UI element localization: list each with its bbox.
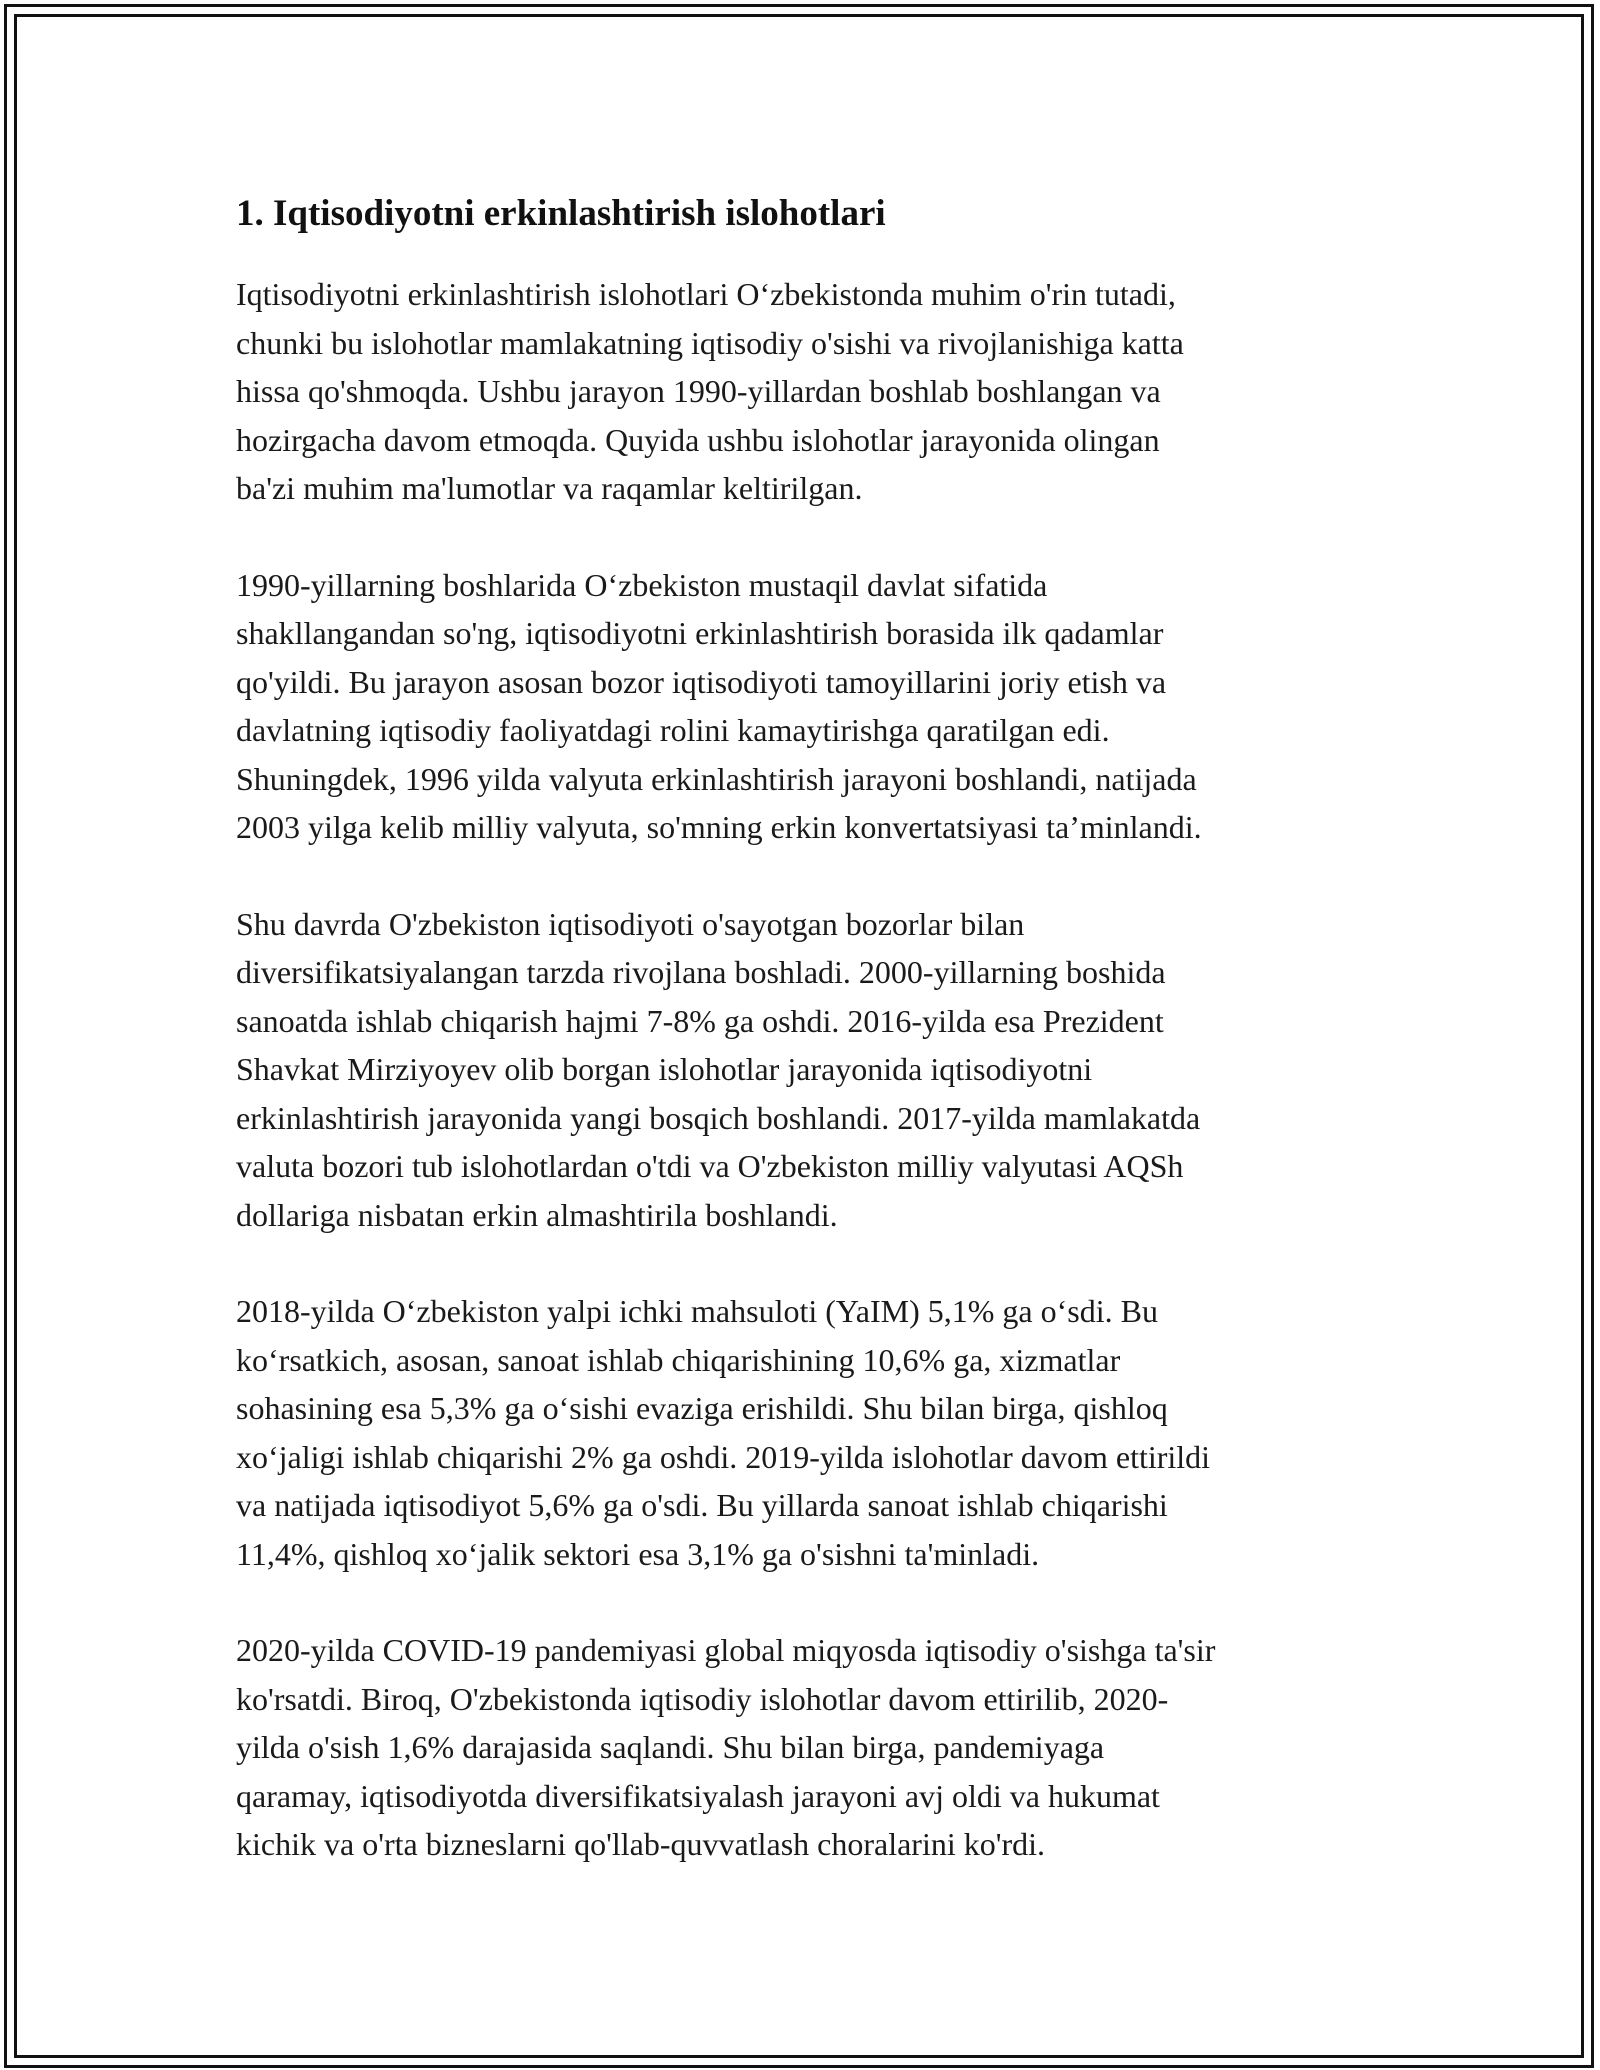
document-body	[236, 188, 1396, 1917]
section-heading: 1. Iqtisodiyotni erkinlashtirish islohotlari	[236, 193, 886, 234]
paragraph-2020: 2020-yilda COVID-19 pandemiyasi global miqyosda iqtisodiy o'sishga ta'sir ko'rsatdi. Biroq, O'zbekistonda iqtisodiy islohotlar davom ettirilib, 2020- yilda o'sish 1,6% darajasida saqlandi. Shu bilan birga, pandemiyaga qaramay, iqtisodiyotda diversifikatsiyalash jarayoni avj oldi va hukumat kichik va o'rta bizneslarni qo'llab-quvvatlash choralarini ko'rdi.	[236, 1632, 1216, 1862]
paragraph-2018-2019: 2018-yilda O‘zbekiston yalpi ichki mahsuloti (YaIM) 5,1% ga o‘sdi. Bu ko‘rsatkich, asosan, sanoat ishlab chiqarishining 10,6% ga, xizmatlar sohasining esa 5,3% ga o‘sishi evaziga erishildi. Shu bilan birga, qishloq xo‘jaligi ishlab chiqarishi 2% ga oshdi. 2019-yilda islohotlar davom ettirildi va natijada iqtisodiyot 5,6% ga o'sdi. Bu yillarda sanoat ishlab chiqarishi 11,4%, qishloq xo‘jalik sektori esa 3,1% ga o'sishni ta'minladi.	[236, 1293, 1211, 1572]
paragraph-1990s: 1990-yillarning boshlarida O‘zbekiston mustaqil davlat sifatida shakllangandan so'ng, iqtisodiyotni erkinlashtirish borasida ilk qadamlar qo'yildi. Bu jarayon asosan bozor iqtisodiyoti tamoyillarini joriy etish va davlatning iqtisodiy faoliyatdagi rolini kamaytirishga qaratilgan edi. Shuningdek, 1996 yilda valyuta erkinlashtirish jarayoni boshlandi, natijada 2003 yilga kelib milliy valyuta, so'mning erkin konvertatsiyasi ta’minlandi.	[236, 566, 1202, 845]
paragraph-2000s: Shu davrda O'zbekiston iqtisodiyoti o'sayotgan bozorlar bilan diversifikatsiyalangan tarzda rivojlana boshladi. 2000-yillarning boshida sanoatda ishlab chiqarish hajmi 7-8% ga oshdi. 2016-yilda esa Prezident Shavkat Mirziyoyev olib borgan islohotlar jarayonida iqtisodiyotni erkinlashtirish jarayonida yangi bosqich boshlandi. 2017-yilda mamlakatda valuta bozori tub islohotlardan o'tdi va O'zbekiston milliy valyutasi AQSh dollariga nisbatan erkin almashtirila boshlandi.	[236, 905, 1201, 1233]
paragraph-intro: Iqtisodiyotni erkinlashtirish islohotlari O‘zbekistonda muhim o'rin tutadi, chunki bu islohotlar mamlakatning iqtisodiy o'sishi va rivojlanishiga katta hissa qo'shmoqda. Ushbu jarayon 1990-yillardan boshlab boshlangan va hozirgacha davom etmoqda. Quyida ushbu islohotlar jarayonida olingan ba'zi muhim ma'lumotlar va raqamlar keltirilgan.	[236, 276, 1184, 506]
